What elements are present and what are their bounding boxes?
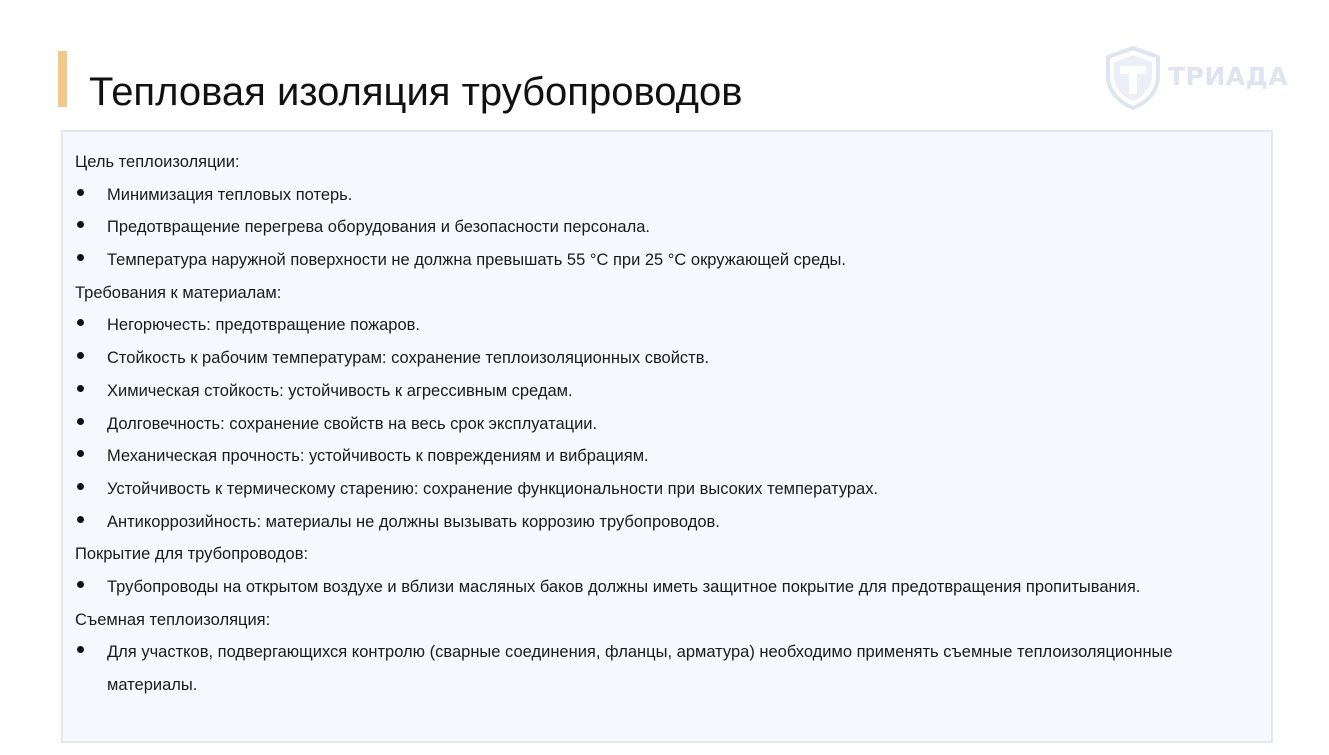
bullet-list <box>75 179 1259 277</box>
list-item-text: Минимизация тепловых потерь. <box>107 185 353 204</box>
list-item-text: Устойчивость к термическому старению: сохранение функциональности при высоких температурах. <box>107 480 879 498</box>
list-item <box>75 636 1259 701</box>
list-item-text: Предотвращение перегрева оборудования и безопасности персонала. <box>107 218 650 237</box>
list-item <box>75 506 1259 539</box>
bullet-dot-icon <box>77 385 84 392</box>
list-item <box>75 571 1259 604</box>
section-heading: Цель теплоизоляции: <box>75 153 240 171</box>
list-item <box>75 375 1259 408</box>
bullet-dot-icon <box>77 254 84 261</box>
bullet-dot-icon <box>77 189 84 196</box>
bullet-dot-icon <box>77 646 84 653</box>
bullet-dot-icon <box>77 221 84 228</box>
list-item <box>75 408 1259 441</box>
list-item <box>75 211 1259 244</box>
bullet-list <box>75 636 1259 701</box>
section-heading: Покрытие для трубопроводов: <box>75 545 309 564</box>
shield-t-logo-icon <box>1104 46 1162 110</box>
section-heading: Съемная теплоизоляция: <box>75 610 271 629</box>
bullet-dot-icon <box>77 352 84 359</box>
list-item-text: Химическая стойкость: устойчивость к агрессивным средам. <box>107 381 573 400</box>
list-item-text: Механическая прочность: устойчивость к повреждениям и вибрациям. <box>107 447 649 466</box>
content-panel <box>61 130 1273 743</box>
list-item-text: Для участков, подвергающихся контролю (сварные соединения, фланцы, арматура) необходимо применять съемные теплоизоляционные материалы. <box>107 643 1173 695</box>
slide-title: Тепловая изоляция трубопроводов <box>89 70 743 114</box>
list-item-text: Температура наружной поверхности не должна превышать 55 °C при 25 °C окружающей среды. <box>107 251 846 270</box>
bullet-dot-icon <box>77 319 84 326</box>
bullet-list <box>75 571 1259 604</box>
logo-text: ТРИАДА <box>1168 62 1289 91</box>
bullet-dot-icon <box>77 581 84 588</box>
bullet-dot-icon <box>77 483 84 490</box>
list-item <box>75 309 1259 342</box>
section-heading: Требования к материалам: <box>75 283 282 302</box>
list-item <box>75 440 1259 473</box>
bullet-dot-icon <box>77 418 84 425</box>
list-item <box>75 342 1259 375</box>
list-item <box>75 473 1259 506</box>
title-accent-bar <box>58 51 67 107</box>
list-item-text: Долговечность: сохранение свойств на весь срок эксплуатации. <box>107 414 598 433</box>
list-item-text: Стойкость к рабочим температурам: сохранение теплоизоляционных свойств. <box>107 349 710 368</box>
bullet-list <box>75 309 1259 538</box>
company-logo <box>1104 46 1289 110</box>
content-list <box>75 146 1259 702</box>
list-item-text: Негорючесть: предотвращение пожаров. <box>107 316 421 335</box>
list-item <box>75 179 1259 212</box>
bullet-dot-icon <box>77 516 84 523</box>
list-item-text: Антикоррозийность: материалы не должны вызывать коррозию трубопроводов. <box>107 512 720 531</box>
bullet-dot-icon <box>77 450 84 457</box>
list-item-text: Трубопроводы на открытом воздухе и вблизи масляных баков должны иметь защитное покрытие для предотвращения пропитывания. <box>107 578 1141 597</box>
list-item <box>75 244 1259 277</box>
